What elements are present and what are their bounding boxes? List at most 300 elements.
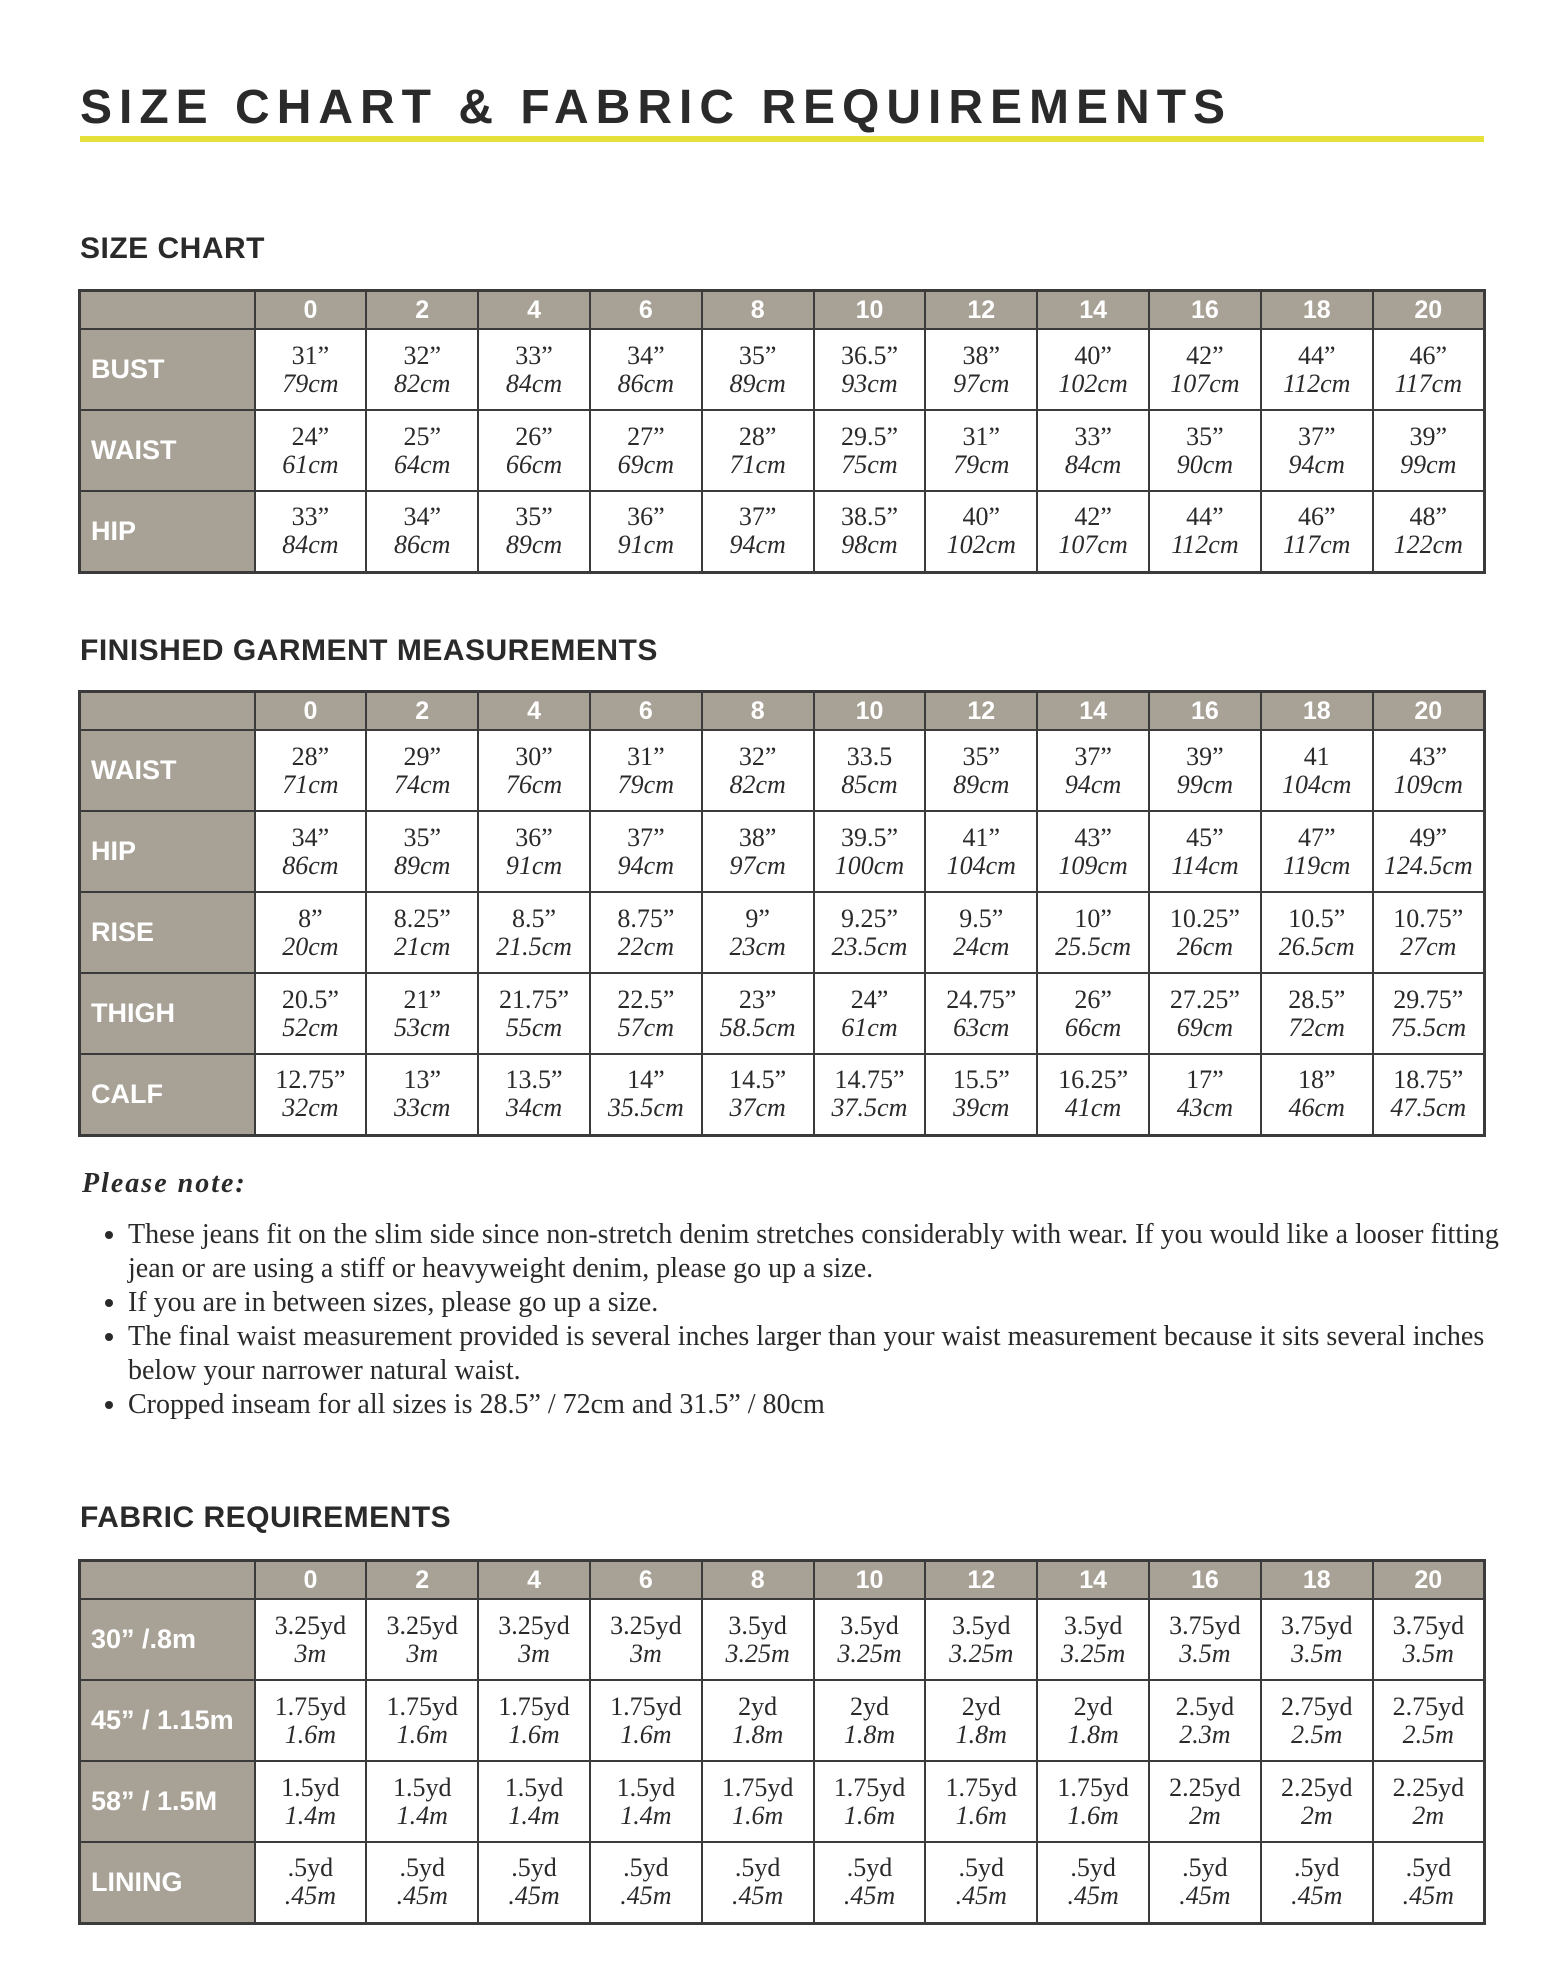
imperial-value: .5yd xyxy=(623,1853,669,1883)
size-header-cell: 2 xyxy=(366,291,478,330)
measurement-cell xyxy=(1261,892,1373,973)
metric-value: 1.8m xyxy=(732,1719,784,1749)
measurement-cell xyxy=(1149,1599,1261,1680)
table-row xyxy=(80,1054,1485,1135)
imperial-value: 35” xyxy=(403,822,441,852)
row-label: LINING xyxy=(80,1842,255,1923)
size-header-cell: 20 xyxy=(1373,291,1485,330)
metric-value: .45m xyxy=(955,1881,1007,1911)
imperial-value: 14” xyxy=(627,1065,665,1095)
metric-value: 3m xyxy=(294,1638,327,1668)
table-row xyxy=(80,410,1485,491)
imperial-value: 3.25yd xyxy=(610,1610,682,1640)
metric-value: .45m xyxy=(1179,1881,1231,1911)
imperial-value: 48” xyxy=(1409,502,1448,532)
metric-value: 71cm xyxy=(282,769,339,799)
imperial-value: 31” xyxy=(627,741,665,771)
measurement-cell xyxy=(702,410,814,491)
size-header-cell: 16 xyxy=(1149,692,1261,731)
imperial-value: 39” xyxy=(1409,421,1448,451)
measurement-cell xyxy=(590,811,702,892)
measurement-cell xyxy=(255,811,367,892)
imperial-value: 1.75yd xyxy=(1057,1772,1129,1802)
metric-value: 97cm xyxy=(953,368,1010,398)
measurement-cell xyxy=(702,892,814,973)
imperial-value: 3.75yd xyxy=(1169,1610,1241,1640)
metric-value: 102cm xyxy=(946,530,1016,560)
note-item: • These jeans fit on the slim side since non-stretch denim stretches considerably with wear. If you would like a looser fitting jean or are using a stiff or heavyweight denim, please go up a size. xyxy=(128,1218,1528,1286)
imperial-value: 40” xyxy=(1074,340,1112,370)
measurement-cell xyxy=(1373,730,1485,811)
metric-value: 22cm xyxy=(617,931,674,961)
metric-value: 37.5cm xyxy=(831,1093,908,1123)
metric-value: 71cm xyxy=(729,449,786,479)
size-header-cell: 4 xyxy=(478,692,590,731)
row-label: 58” / 1.5M xyxy=(80,1761,255,1842)
measurement-cell xyxy=(1037,329,1149,410)
imperial-value: 24.75” xyxy=(946,984,1017,1014)
measurement-cell xyxy=(1261,730,1373,811)
imperial-value: .5yd xyxy=(1182,1853,1228,1883)
metric-value: .45m xyxy=(732,1881,784,1911)
measurement-cell xyxy=(590,1054,702,1135)
imperial-value: 29” xyxy=(403,741,441,771)
imperial-value: .5yd xyxy=(1293,1853,1340,1883)
measurement-cell xyxy=(702,1761,814,1842)
measurement-cell xyxy=(1373,329,1485,410)
measurement-cell xyxy=(814,1680,926,1761)
imperial-value: 16.25” xyxy=(1058,1065,1129,1095)
measurement-cell xyxy=(702,1054,814,1135)
metric-value: 3.5m xyxy=(1291,1638,1343,1668)
note-item: • Cropped inseam for all sizes is 28.5” / 72cm and 31.5” / 80cm xyxy=(128,1388,1528,1422)
metric-value: 119cm xyxy=(1283,850,1351,880)
size-chart-table xyxy=(78,289,1486,574)
imperial-value: 10.25” xyxy=(1169,903,1240,933)
measurement-cell xyxy=(1373,973,1485,1054)
metric-value: 94cm xyxy=(617,850,674,880)
measurement-cell xyxy=(925,730,1037,811)
size-chart-heading: SIZE CHART xyxy=(80,232,265,265)
imperial-value: 2yd xyxy=(738,1691,778,1721)
measurement-cell xyxy=(590,1680,702,1761)
metric-value: 27cm xyxy=(1400,931,1457,961)
metric-value: 3.5m xyxy=(1179,1638,1231,1668)
measurement-cell xyxy=(814,811,926,892)
metric-value: 97cm xyxy=(729,850,786,880)
imperial-value: 3.25yd xyxy=(498,1610,570,1640)
imperial-value: 18” xyxy=(1297,1065,1336,1095)
measurement-cell xyxy=(366,811,478,892)
measurement-cell xyxy=(366,1054,478,1135)
size-header-cell: 20 xyxy=(1373,692,1485,731)
imperial-value: 40” xyxy=(962,502,1001,532)
metric-value: 75.5cm xyxy=(1390,1012,1467,1042)
imperial-value: 1.75yd xyxy=(721,1772,794,1802)
imperial-value: 43” xyxy=(1409,741,1448,771)
size-header-cell: 18 xyxy=(1261,692,1373,731)
imperial-value: 2yd xyxy=(1073,1691,1113,1721)
metric-value: 20cm xyxy=(282,931,339,961)
table-row xyxy=(80,1599,1485,1680)
metric-value: .45m xyxy=(620,1881,672,1911)
title-underline xyxy=(80,136,1484,142)
measurement-cell xyxy=(590,730,702,811)
imperial-value: 42” xyxy=(1074,502,1112,532)
imperial-value: 27.25” xyxy=(1169,984,1240,1014)
imperial-value: 1.75yd xyxy=(498,1691,570,1721)
imperial-value: 2.75yd xyxy=(1280,1691,1353,1721)
metric-value: 1.4m xyxy=(396,1800,448,1830)
metric-value: 1.8m xyxy=(955,1719,1007,1749)
metric-value: 2m xyxy=(1189,1800,1221,1830)
metric-value: 91cm xyxy=(617,530,674,560)
row-label: WAIST xyxy=(80,410,255,491)
imperial-value: 10” xyxy=(1074,903,1112,933)
measurement-cell xyxy=(1037,410,1149,491)
size-header-cell: 18 xyxy=(1261,1561,1373,1600)
measurement-cell xyxy=(255,1599,367,1680)
imperial-value: 28” xyxy=(291,741,330,771)
metric-value: 79cm xyxy=(282,368,339,398)
metric-value: 2m xyxy=(1412,1800,1445,1830)
metric-value: 32cm xyxy=(282,1093,339,1123)
measurement-cell xyxy=(1373,892,1485,973)
imperial-value: 1.5yd xyxy=(504,1772,564,1802)
imperial-value: 39” xyxy=(1186,741,1224,771)
metric-value: 1.4m xyxy=(620,1800,672,1830)
imperial-value: 2.25yd xyxy=(1169,1772,1241,1802)
imperial-value: 9.5” xyxy=(959,903,1004,933)
imperial-value: 2.75yd xyxy=(1392,1691,1465,1721)
imperial-value: 32” xyxy=(403,340,441,370)
metric-value: 122cm xyxy=(1393,530,1463,560)
imperial-value: 34” xyxy=(291,822,330,852)
measurement-cell xyxy=(1373,811,1485,892)
imperial-value: 1.75yd xyxy=(945,1772,1018,1802)
imperial-value: 1.5yd xyxy=(616,1772,676,1802)
note-item: • The final waist measurement provided is several inches larger than your waist measurement because it sits several inches below your narrower natural waist. xyxy=(128,1320,1528,1388)
size-header-cell: 14 xyxy=(1037,692,1149,731)
size-header-cell: 12 xyxy=(925,1561,1037,1600)
imperial-value: 35” xyxy=(1186,421,1224,451)
metric-value: 107cm xyxy=(1058,530,1128,560)
imperial-value: 31” xyxy=(291,340,330,370)
imperial-value: 1.5yd xyxy=(281,1772,340,1802)
measurement-cell xyxy=(925,410,1037,491)
imperial-value: 3.5yd xyxy=(840,1610,899,1640)
metric-value: 3.25m xyxy=(1060,1638,1126,1668)
size-header-cell: 0 xyxy=(255,1561,367,1600)
imperial-value: 13” xyxy=(403,1065,441,1095)
metric-value: 21cm xyxy=(394,931,451,961)
row-label: THIGH xyxy=(80,973,255,1054)
metric-value: 53cm xyxy=(394,1012,451,1042)
imperial-value: 3.75yd xyxy=(1280,1610,1353,1640)
table-row xyxy=(80,1761,1485,1842)
measurement-cell xyxy=(366,410,478,491)
measurement-cell xyxy=(1261,491,1373,572)
measurement-cell xyxy=(925,329,1037,410)
measurement-cell xyxy=(590,1599,702,1680)
metric-value: .45m xyxy=(1291,1881,1343,1911)
imperial-value: 9” xyxy=(745,903,770,933)
imperial-value: 3.5yd xyxy=(1063,1610,1123,1640)
measurement-cell xyxy=(366,892,478,973)
imperial-value: 3.25yd xyxy=(386,1610,458,1640)
measurement-cell xyxy=(1037,1761,1149,1842)
imperial-value: .5yd xyxy=(846,1853,893,1883)
measurement-cell xyxy=(1261,1680,1373,1761)
metric-value: 3m xyxy=(629,1638,662,1668)
metric-value: 37cm xyxy=(729,1093,786,1123)
metric-value: 82cm xyxy=(394,368,451,398)
measurement-cell xyxy=(255,1680,367,1761)
measurement-cell xyxy=(814,1761,926,1842)
size-header-cell: 10 xyxy=(814,1561,926,1600)
measurement-cell xyxy=(478,973,590,1054)
metric-value: .45m xyxy=(1067,1881,1119,1911)
imperial-value: 3.5yd xyxy=(728,1610,787,1640)
measurement-cell xyxy=(1373,1761,1485,1842)
metric-value: 57cm xyxy=(617,1012,674,1042)
measurement-cell xyxy=(1373,1599,1485,1680)
metric-value: 23cm xyxy=(729,931,786,961)
metric-value: 58.5cm xyxy=(719,1012,796,1042)
measurement-cell xyxy=(814,329,926,410)
header-corner-cell xyxy=(80,1561,255,1600)
imperial-value: 37” xyxy=(1074,741,1112,771)
measurement-cell xyxy=(590,1761,702,1842)
metric-value: 3.5m xyxy=(1402,1638,1454,1668)
row-label: BUST xyxy=(80,329,255,410)
measurement-cell xyxy=(925,491,1037,572)
row-label: 45” / 1.15m xyxy=(80,1680,255,1761)
measurement-cell xyxy=(366,1680,478,1761)
measurement-cell xyxy=(478,811,590,892)
imperial-value: 41” xyxy=(962,822,1001,852)
imperial-value: 8.75” xyxy=(617,903,675,933)
metric-value: 89cm xyxy=(953,769,1010,799)
imperial-value: 37” xyxy=(738,502,777,532)
metric-value: 3m xyxy=(518,1638,550,1668)
measurement-cell xyxy=(1037,811,1149,892)
size-header-cell: 20 xyxy=(1373,1561,1485,1600)
metric-value: 99cm xyxy=(1400,449,1457,479)
measurement-cell xyxy=(1149,329,1261,410)
table-row xyxy=(80,811,1485,892)
measurement-cell xyxy=(255,892,367,973)
imperial-value: 3.25yd xyxy=(274,1610,347,1640)
metric-value: 25.5cm xyxy=(1055,931,1131,961)
metric-value: 117cm xyxy=(1283,530,1351,560)
imperial-value: 46” xyxy=(1409,340,1448,370)
metric-value: 79cm xyxy=(617,769,674,799)
measurement-cell xyxy=(1261,1054,1373,1135)
metric-value: 99cm xyxy=(1176,769,1234,799)
measurement-cell xyxy=(1037,1842,1149,1923)
imperial-value: 8.5” xyxy=(512,903,557,933)
imperial-value: 24” xyxy=(850,984,889,1014)
measurement-cell xyxy=(925,1842,1037,1923)
imperial-value: 34” xyxy=(403,502,441,532)
measurement-cell xyxy=(1373,1054,1485,1135)
imperial-value: 36” xyxy=(515,822,553,852)
measurement-cell xyxy=(1261,1761,1373,1842)
measurement-cell xyxy=(1149,973,1261,1054)
row-label: HIP xyxy=(80,811,255,892)
metric-value: 86cm xyxy=(394,530,451,560)
metric-value: 69cm xyxy=(617,449,674,479)
measurement-cell xyxy=(1261,1842,1373,1923)
measurement-cell xyxy=(478,1680,590,1761)
size-header-row xyxy=(80,1561,1485,1600)
metric-value: 35.5cm xyxy=(607,1093,684,1123)
header-corner-cell xyxy=(80,291,255,330)
metric-value: 89cm xyxy=(505,530,563,560)
imperial-value: 23” xyxy=(738,984,777,1014)
measurement-cell xyxy=(590,973,702,1054)
measurement-cell xyxy=(590,892,702,973)
metric-value: 117cm xyxy=(1394,368,1462,398)
imperial-value: 33” xyxy=(1074,421,1112,451)
metric-value: 75cm xyxy=(841,449,898,479)
metric-value: 2.5m xyxy=(1402,1719,1454,1749)
metric-value: .45m xyxy=(284,1881,337,1911)
measurement-cell xyxy=(590,410,702,491)
imperial-value: 13.5” xyxy=(505,1065,563,1095)
metric-value: 3.25m xyxy=(725,1638,790,1668)
metric-value: 55cm xyxy=(505,1012,563,1042)
measurement-cell xyxy=(366,973,478,1054)
imperial-value: 38” xyxy=(962,340,1001,370)
imperial-value: 3.75yd xyxy=(1392,1610,1465,1640)
imperial-value: .5yd xyxy=(287,1853,334,1883)
imperial-value: 1.75yd xyxy=(833,1772,906,1802)
measurement-cell xyxy=(1037,1054,1149,1135)
size-header-cell: 12 xyxy=(925,291,1037,330)
measurement-cell xyxy=(1149,491,1261,572)
measurement-cell xyxy=(1261,1599,1373,1680)
metric-value: 1.6m xyxy=(732,1800,784,1830)
measurement-cell xyxy=(1261,811,1373,892)
metric-value: 82cm xyxy=(729,769,786,799)
measurement-cell xyxy=(702,329,814,410)
measurement-cell xyxy=(702,973,814,1054)
metric-value: 41cm xyxy=(1064,1093,1122,1123)
measurement-cell xyxy=(702,491,814,572)
measurement-cell xyxy=(478,1842,590,1923)
imperial-value: 33.5 xyxy=(846,741,893,771)
metric-value: 104cm xyxy=(946,850,1016,880)
measurement-cell xyxy=(814,973,926,1054)
imperial-value: 2yd xyxy=(849,1691,889,1721)
size-header-cell: 6 xyxy=(590,291,702,330)
size-header-cell: 8 xyxy=(702,291,814,330)
measurement-cell xyxy=(814,1842,926,1923)
imperial-value: 2.5yd xyxy=(1175,1691,1235,1721)
metric-value: 72cm xyxy=(1288,1012,1345,1042)
imperial-value: 39.5” xyxy=(840,822,898,852)
imperial-value: 9.25” xyxy=(840,903,898,933)
notes-list xyxy=(82,1218,1528,1422)
metric-value: 104cm xyxy=(1282,769,1352,799)
metric-value: 1.6m xyxy=(620,1719,672,1749)
measurement-cell xyxy=(702,1842,814,1923)
measurement-cell xyxy=(478,329,590,410)
measurement-cell xyxy=(255,1054,367,1135)
row-label: WAIST xyxy=(80,730,255,811)
imperial-value: .5yd xyxy=(1405,1853,1452,1883)
size-header-row xyxy=(80,291,1485,330)
imperial-value: 15.5” xyxy=(952,1065,1010,1095)
measurement-cell xyxy=(478,730,590,811)
imperial-value: 28” xyxy=(738,421,777,451)
measurement-cell xyxy=(1037,892,1149,973)
imperial-value: 41 xyxy=(1303,741,1330,771)
metric-value: 94cm xyxy=(729,530,786,560)
imperial-value: .5yd xyxy=(1070,1853,1116,1883)
table-row xyxy=(80,973,1485,1054)
metric-value: 46cm xyxy=(1288,1093,1345,1123)
measurement-cell xyxy=(1037,730,1149,811)
measurement-cell xyxy=(1373,1842,1485,1923)
imperial-value: 29.75” xyxy=(1393,984,1464,1014)
imperial-value: 21” xyxy=(403,984,441,1014)
metric-value: 39cm xyxy=(953,1093,1010,1123)
metric-value: 112cm xyxy=(1283,368,1351,398)
measurement-cell xyxy=(590,1842,702,1923)
measurement-cell xyxy=(814,491,926,572)
metric-value: 84cm xyxy=(1064,449,1122,479)
measurement-cell xyxy=(1149,1842,1261,1923)
metric-value: 26cm xyxy=(1176,931,1234,961)
metric-value: 109cm xyxy=(1393,769,1463,799)
imperial-value: 46” xyxy=(1297,502,1336,532)
imperial-value: 44” xyxy=(1186,502,1224,532)
imperial-value: 1.75yd xyxy=(386,1691,458,1721)
measurement-cell xyxy=(814,410,926,491)
measurement-cell xyxy=(925,1599,1037,1680)
metric-value: 61cm xyxy=(841,1012,898,1042)
metric-value: 124.5cm xyxy=(1383,850,1473,880)
measurement-cell xyxy=(255,491,367,572)
size-header-cell: 14 xyxy=(1037,291,1149,330)
measurement-cell xyxy=(366,730,478,811)
imperial-value: 42” xyxy=(1186,340,1224,370)
imperial-value: 8.25” xyxy=(393,903,451,933)
imperial-value: .5yd xyxy=(399,1853,445,1883)
imperial-value: 43” xyxy=(1074,822,1112,852)
metric-value: 1.4m xyxy=(508,1800,560,1830)
imperial-value: 1.75yd xyxy=(274,1691,347,1721)
metric-value: 84cm xyxy=(505,368,563,398)
imperial-value: 37” xyxy=(1297,421,1336,451)
measurement-cell xyxy=(702,730,814,811)
size-header-cell: 6 xyxy=(590,1561,702,1600)
fabric-requirements-heading: FABRIC REQUIREMENTS xyxy=(80,1501,452,1534)
size-header-cell: 10 xyxy=(814,291,926,330)
imperial-value: 32” xyxy=(738,741,777,771)
imperial-value: 33” xyxy=(291,502,330,532)
measurement-cell xyxy=(255,1761,367,1842)
measurement-cell xyxy=(590,491,702,572)
metric-value: 23.5cm xyxy=(831,931,908,961)
metric-value: 89cm xyxy=(394,850,451,880)
imperial-value: 20.5” xyxy=(281,984,339,1014)
imperial-value: 22.5” xyxy=(617,984,675,1014)
imperial-value: 1.75yd xyxy=(610,1691,682,1721)
